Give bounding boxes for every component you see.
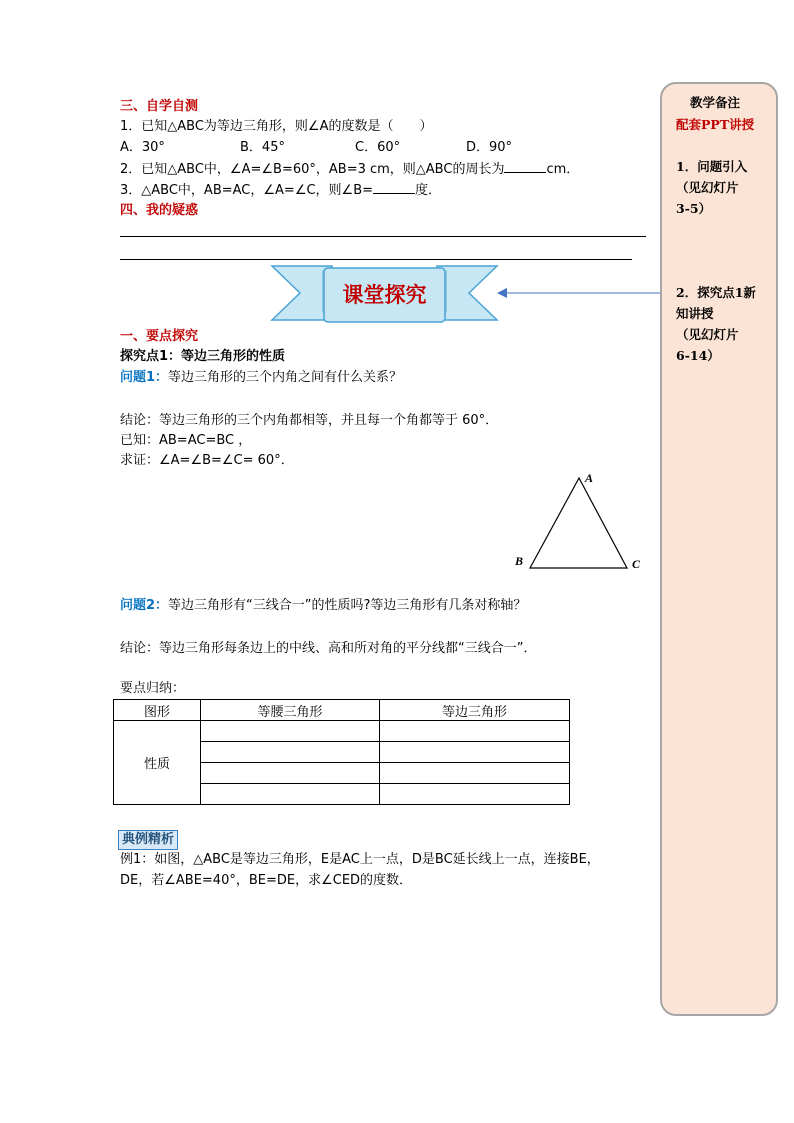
question-block-1 (120, 369, 402, 387)
sidebar-ppt-note: 配套PPT讲授 (676, 117, 755, 132)
example-line-2: DE，若∠ABE=40°，BE=DE，求∠CED的度数． (120, 873, 413, 888)
question-text: 等边三角形有“三线合一”的性质吗?等边三角形有几条对称轴？ (168, 598, 527, 613)
table-header: 等腰三角形 (201, 700, 380, 721)
table-row-label: 性质 (114, 721, 201, 805)
question-2-text: 2．已知△ABC中，∠A=∠B=60°，AB=3 cm，则△ABC的周长为 (120, 162, 505, 177)
question-text: 等边三角形的三个内角之间有什么关系？ (168, 370, 403, 385)
option-b: B．45° (240, 140, 285, 155)
table-header-row (114, 700, 570, 721)
table-cell (201, 763, 380, 784)
table-cell (380, 784, 570, 805)
vertex-label-c: C (632, 557, 641, 571)
question-label: 问题2： (120, 598, 169, 613)
properties-table (113, 699, 570, 805)
table-header: 图形 (114, 700, 201, 721)
vertex-label-b: B (515, 554, 524, 568)
answer-blank (373, 181, 415, 194)
section-heading-explore: 一、要点探究 (120, 329, 199, 344)
table-cell (380, 742, 570, 763)
table-row (114, 721, 570, 742)
sidebar-title: 教学备注 (690, 95, 741, 110)
sidebar-item-1-title: 1．问题引入 (676, 159, 748, 174)
teaching-notes-sidebar (660, 82, 778, 1016)
question-2-unit: cm． (546, 162, 580, 177)
option-c: C．60° (355, 140, 401, 155)
section-heading-doubts: 四、我的疑惑 (120, 203, 199, 218)
answer-blank (504, 160, 546, 173)
sidebar-item-2-title: 2．探究点1新 (676, 285, 756, 300)
table-header: 等边三角形 (380, 700, 570, 721)
table-cell (201, 721, 380, 742)
option-a: A．30° (120, 140, 165, 155)
table-cell (380, 763, 570, 784)
exploration-point-1: 探究点1：等边三角形的性质 (120, 349, 286, 364)
section-heading-self-test: 三、自学自测 (120, 99, 199, 114)
prove-statement: 求证：∠A=∠B=∠C= 60°． (120, 453, 294, 468)
question-3-unit: 度． (415, 183, 442, 198)
sidebar-item-1-slides: 3-5） (676, 201, 712, 216)
question-block-2 (120, 597, 526, 615)
question-3 (120, 181, 441, 200)
sidebar-item-2-subtitle: 知讲授 (676, 306, 714, 321)
option-d: D．90° (466, 140, 513, 155)
sidebar-item-1-ref: （见幻灯片 (676, 180, 739, 195)
question-3-text: 3．△ABC中，AB=AC，∠A=∠C，则∠B= (120, 183, 374, 198)
question-2 (120, 160, 579, 179)
writing-line (120, 236, 646, 237)
arrow-icon (495, 284, 665, 302)
summary-label: 要点归纳： (120, 681, 186, 696)
vertex-label-a: A (585, 471, 594, 485)
example-tag: 典例精析 (118, 830, 178, 850)
table-cell (380, 721, 570, 742)
given-statement: 已知：AB=AC=BC ， (120, 433, 252, 448)
sidebar-item-2-ref: （见幻灯片 (676, 327, 739, 342)
question-label: 问题1： (120, 370, 169, 385)
sidebar-item-2-slides: 6-14） (676, 348, 720, 363)
question-1: 1．已知△ABC为等边三角形，则∠A的度数是（ ） (120, 119, 433, 134)
table-cell (201, 742, 380, 763)
conclusion-1: 结论：等边三角形的三个内角都相等，并且每一个角都等于 60°． (120, 413, 499, 428)
banner-label: 课堂探究 (342, 283, 427, 307)
example-line-1: 例1：如图，△ABC是等边三角形，E是AC上一点，D是BC延长线上一点，连接BE， (120, 852, 600, 867)
table-cell (201, 784, 380, 805)
conclusion-2: 结论：等边三角形每条边上的中线、高和所对角的平分线都“三线合一”． (120, 641, 537, 656)
triangle-diagram (520, 472, 640, 574)
